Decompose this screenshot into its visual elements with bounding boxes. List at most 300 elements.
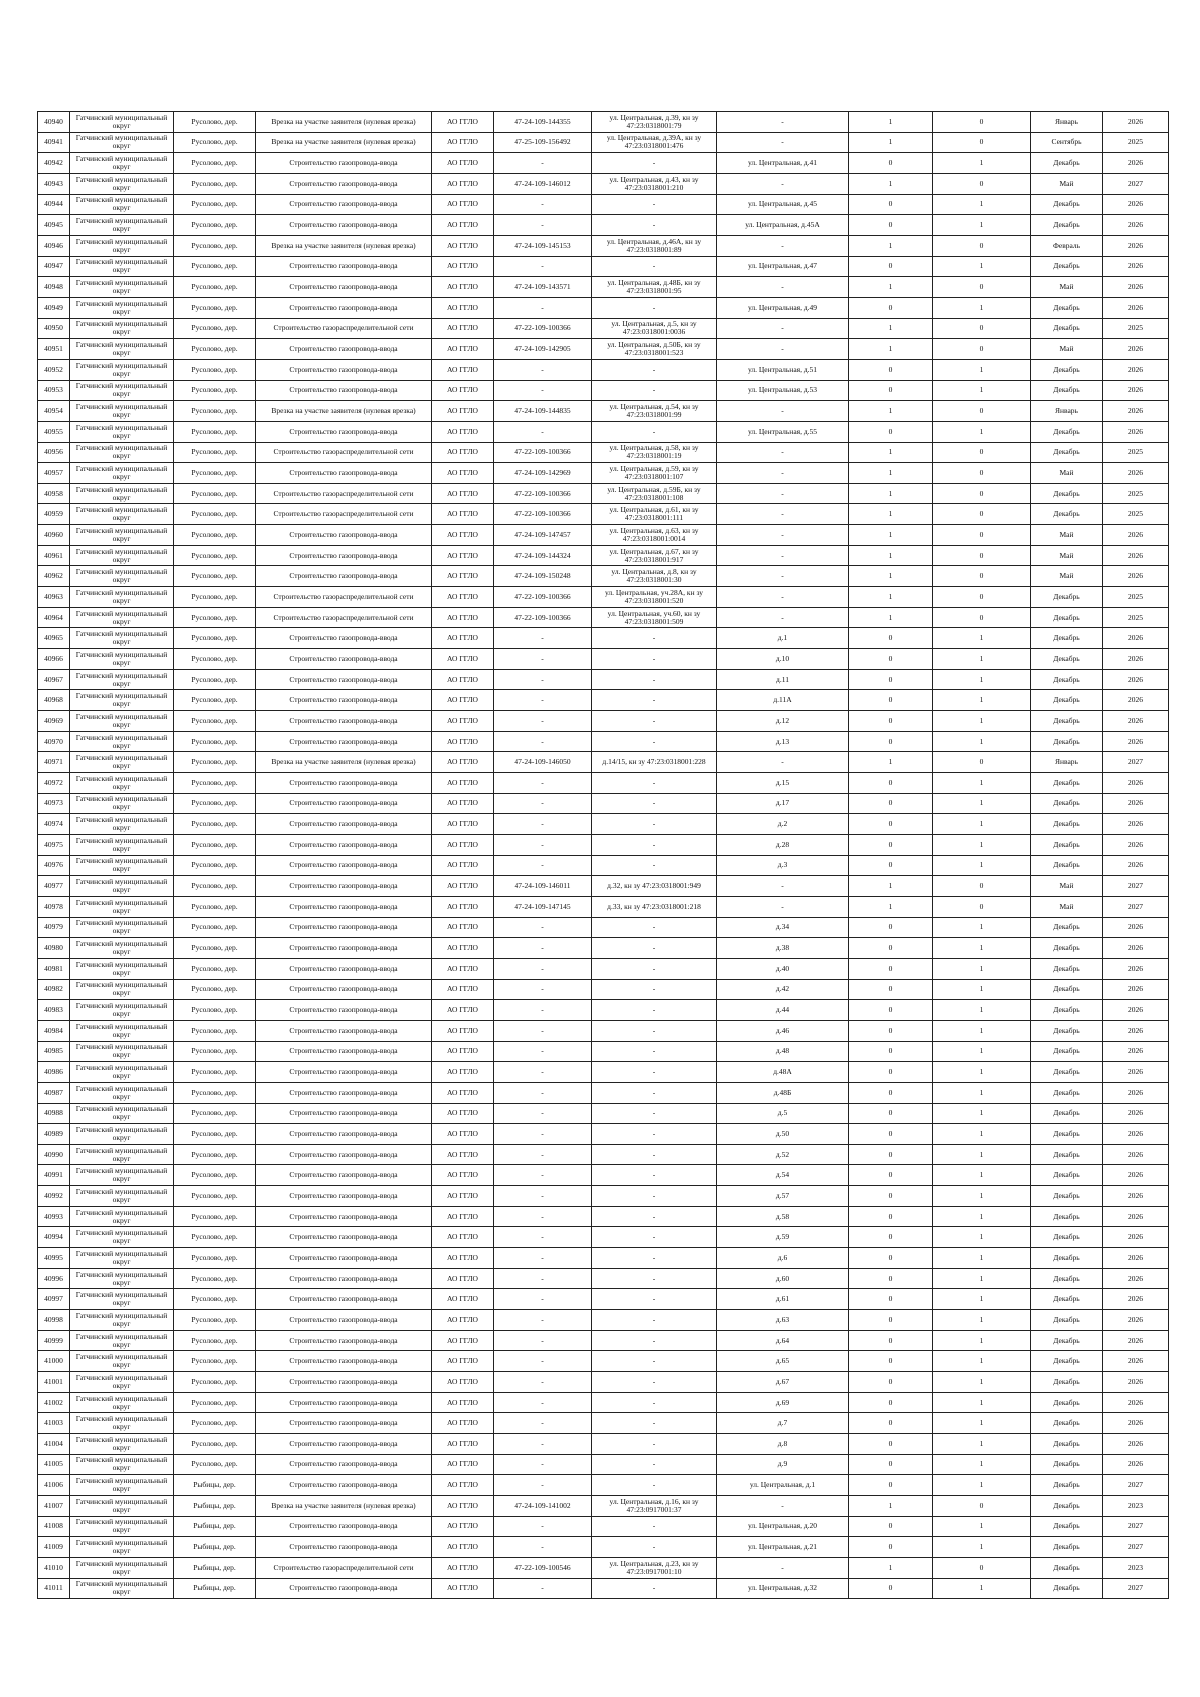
table-row (38, 1103, 1169, 1124)
cell-district: Гатчинский муниципальный округ (70, 215, 174, 236)
cell-application-number: 47-24-109-141002 (494, 1495, 592, 1516)
cell-work-type: Строительство газопровода-ввода (256, 649, 432, 670)
table-row (38, 359, 1169, 380)
table-row (38, 1434, 1169, 1455)
cell-count-a: 0 (849, 1082, 933, 1103)
cell-work-type: Строительство газопровода-ввода (256, 153, 432, 174)
cell-address-cadastral: - (592, 1186, 717, 1207)
cell-address-cadastral: - (592, 773, 717, 794)
cell-row-number: 40999 (38, 1330, 70, 1351)
cell-application-number: - (494, 1103, 592, 1124)
cell-district: Гатчинский муниципальный округ (70, 1227, 174, 1248)
table-row (38, 132, 1169, 153)
cell-year: 2026 (1103, 1372, 1169, 1393)
cell-count-a: 0 (849, 1475, 933, 1496)
cell-application-number: 47-22-109-100366 (494, 607, 592, 628)
cell-count-a: 0 (849, 1103, 933, 1124)
cell-application-number: - (494, 917, 592, 938)
cell-address: д.48А (717, 1062, 849, 1083)
cell-row-number: 40981 (38, 958, 70, 979)
cell-organization: АО ГГЛО (432, 256, 494, 277)
cell-count-b: 1 (933, 297, 1031, 318)
cell-settlement: Русолово, дер. (174, 463, 256, 484)
cell-address: д.15 (717, 773, 849, 794)
cell-address: - (717, 318, 849, 339)
cell-settlement: Русолово, дер. (174, 545, 256, 566)
cell-settlement: Русолово, дер. (174, 731, 256, 752)
cell-count-b: 1 (933, 1082, 1031, 1103)
table-row (38, 380, 1169, 401)
cell-count-a: 0 (849, 1144, 933, 1165)
cell-address: д.54 (717, 1165, 849, 1186)
cell-year: 2026 (1103, 1454, 1169, 1475)
cell-settlement: Русолово, дер. (174, 1082, 256, 1103)
cell-month: Декабрь (1031, 297, 1103, 318)
cell-settlement: Русолово, дер. (174, 1372, 256, 1393)
cell-row-number: 41004 (38, 1434, 70, 1455)
cell-work-type: Строительство газопровода-ввода (256, 1578, 432, 1599)
cell-count-b: 1 (933, 1165, 1031, 1186)
cell-organization: АО ГГЛО (432, 628, 494, 649)
cell-organization: АО ГГЛО (432, 876, 494, 897)
cell-count-a: 0 (849, 711, 933, 732)
cell-month: Декабрь (1031, 793, 1103, 814)
cell-work-type: Строительство газопровода-ввода (256, 1413, 432, 1434)
cell-year: 2026 (1103, 814, 1169, 835)
table-row (38, 1557, 1169, 1578)
cell-organization: АО ГГЛО (432, 318, 494, 339)
cell-application-number: - (494, 958, 592, 979)
cell-work-type: Строительство газопровода-ввода (256, 814, 432, 835)
cell-month: Декабрь (1031, 1144, 1103, 1165)
cell-address-cadastral: - (592, 1392, 717, 1413)
cell-settlement: Русолово, дер. (174, 235, 256, 256)
cell-count-a: 0 (849, 380, 933, 401)
cell-address-cadastral: - (592, 297, 717, 318)
cell-year: 2026 (1103, 421, 1169, 442)
cell-row-number: 40948 (38, 277, 70, 298)
table-row (38, 1413, 1169, 1434)
cell-work-type: Строительство газопровода-ввода (256, 1537, 432, 1558)
cell-address: - (717, 112, 849, 133)
cell-count-a: 0 (849, 1330, 933, 1351)
cell-row-number: 41011 (38, 1578, 70, 1599)
cell-settlement: Русолово, дер. (174, 1144, 256, 1165)
cell-organization: АО ГГЛО (432, 173, 494, 194)
table-row (38, 463, 1169, 484)
cell-address: д.3 (717, 855, 849, 876)
cell-count-a: 0 (849, 1351, 933, 1372)
cell-month: Декабрь (1031, 690, 1103, 711)
cell-address: - (717, 442, 849, 463)
cell-application-number: - (494, 1537, 592, 1558)
cell-count-b: 0 (933, 896, 1031, 917)
cell-count-a: 0 (849, 669, 933, 690)
cell-month: Декабрь (1031, 359, 1103, 380)
cell-settlement: Русолово, дер. (174, 215, 256, 236)
cell-count-a: 0 (849, 1413, 933, 1434)
cell-district: Гатчинский муниципальный округ (70, 1310, 174, 1331)
table-row (38, 545, 1169, 566)
table-row (38, 938, 1169, 959)
cell-row-number: 40978 (38, 896, 70, 917)
cell-application-number: 47-24-109-142905 (494, 339, 592, 360)
cell-work-type: Строительство газопровода-ввода (256, 525, 432, 546)
cell-application-number: - (494, 814, 592, 835)
cell-count-a: 0 (849, 1289, 933, 1310)
cell-application-number: - (494, 380, 592, 401)
cell-organization: АО ГГЛО (432, 359, 494, 380)
cell-settlement: Русолово, дер. (174, 649, 256, 670)
cell-district: Гатчинский муниципальный округ (70, 483, 174, 504)
cell-count-b: 0 (933, 132, 1031, 153)
cell-address-cadastral: - (592, 1227, 717, 1248)
cell-row-number: 40946 (38, 235, 70, 256)
cell-settlement: Русолово, дер. (174, 132, 256, 153)
cell-count-b: 1 (933, 834, 1031, 855)
cell-year: 2026 (1103, 1434, 1169, 1455)
cell-district: Гатчинский муниципальный округ (70, 235, 174, 256)
table-row (38, 1206, 1169, 1227)
cell-work-type: Строительство газопровода-ввода (256, 463, 432, 484)
cell-address-cadastral: ул. Центральная, уч.28А, кн зу 47:23:0318001:520 (592, 587, 717, 608)
cell-address-cadastral: - (592, 215, 717, 236)
cell-district: Гатчинский муниципальный округ (70, 834, 174, 855)
cell-work-type: Строительство газопровода-ввода (256, 669, 432, 690)
cell-month: Декабрь (1031, 1454, 1103, 1475)
cell-address-cadastral: - (592, 814, 717, 835)
cell-address-cadastral: ул. Центральная, д.16, кн зу 47:23:0917001:37 (592, 1495, 717, 1516)
cell-row-number: 40996 (38, 1268, 70, 1289)
cell-application-number: - (494, 690, 592, 711)
table-row (38, 1062, 1169, 1083)
cell-count-a: 0 (849, 628, 933, 649)
table-row (38, 979, 1169, 1000)
table-row (38, 566, 1169, 587)
cell-application-number: 47-24-109-150248 (494, 566, 592, 587)
cell-district: Гатчинский муниципальный округ (70, 1206, 174, 1227)
cell-work-type: Строительство газопровода-ввода (256, 793, 432, 814)
cell-count-a: 0 (849, 1372, 933, 1393)
cell-address: д.38 (717, 938, 849, 959)
cell-count-b: 1 (933, 649, 1031, 670)
cell-month: Декабрь (1031, 1186, 1103, 1207)
cell-application-number: - (494, 1392, 592, 1413)
cell-district: Гатчинский муниципальный округ (70, 979, 174, 1000)
cell-work-type: Строительство газопровода-ввода (256, 1206, 432, 1227)
cell-year: 2026 (1103, 1248, 1169, 1269)
cell-district: Гатчинский муниципальный округ (70, 731, 174, 752)
cell-settlement: Русолово, дер. (174, 297, 256, 318)
cell-organization: АО ГГЛО (432, 235, 494, 256)
cell-district: Гатчинский муниципальный округ (70, 814, 174, 835)
cell-work-type: Строительство газораспределительной сети (256, 607, 432, 628)
cell-address-cadastral: - (592, 1310, 717, 1331)
cell-year: 2026 (1103, 545, 1169, 566)
cell-address-cadastral: - (592, 1165, 717, 1186)
cell-work-type: Строительство газопровода-ввода (256, 1186, 432, 1207)
cell-year: 2026 (1103, 525, 1169, 546)
table-row (38, 277, 1169, 298)
cell-year: 2026 (1103, 1020, 1169, 1041)
cell-address: д.59 (717, 1227, 849, 1248)
cell-year: 2026 (1103, 1392, 1169, 1413)
cell-district: Гатчинский муниципальный округ (70, 401, 174, 422)
cell-address-cadastral: - (592, 628, 717, 649)
cell-month: Декабрь (1031, 1206, 1103, 1227)
cell-settlement: Русолово, дер. (174, 855, 256, 876)
cell-row-number: 40970 (38, 731, 70, 752)
cell-work-type: Строительство газопровода-ввода (256, 628, 432, 649)
cell-organization: АО ГГЛО (432, 958, 494, 979)
cell-row-number: 40941 (38, 132, 70, 153)
table-row (38, 1020, 1169, 1041)
cell-year: 2027 (1103, 1516, 1169, 1537)
cell-application-number: - (494, 1248, 592, 1269)
cell-address-cadastral: ул. Центральная, д.5, кн зу 47:23:0318001:0036 (592, 318, 717, 339)
cell-work-type: Строительство газопровода-ввода (256, 215, 432, 236)
table-row (38, 1392, 1169, 1413)
cell-organization: АО ГГЛО (432, 711, 494, 732)
cell-settlement: Русолово, дер. (174, 318, 256, 339)
cell-organization: АО ГГЛО (432, 587, 494, 608)
cell-address-cadastral: ул. Центральная, д.58, кн зу 47:23:0318001:19 (592, 442, 717, 463)
cell-row-number: 40971 (38, 752, 70, 773)
cell-address: д.64 (717, 1330, 849, 1351)
cell-count-b: 0 (933, 545, 1031, 566)
table-row (38, 917, 1169, 938)
cell-district: Гатчинский муниципальный округ (70, 793, 174, 814)
cell-row-number: 41006 (38, 1475, 70, 1496)
cell-address-cadastral: - (592, 1041, 717, 1062)
cell-count-a: 0 (849, 1206, 933, 1227)
cell-address: ул. Центральная, д.32 (717, 1578, 849, 1599)
table-row (38, 1124, 1169, 1145)
cell-count-a: 0 (849, 855, 933, 876)
cell-organization: АО ГГЛО (432, 1103, 494, 1124)
cell-row-number: 40943 (38, 173, 70, 194)
cell-organization: АО ГГЛО (432, 215, 494, 236)
cell-count-a: 1 (849, 132, 933, 153)
cell-settlement: Русолово, дер. (174, 1268, 256, 1289)
cell-settlement: Русолово, дер. (174, 1248, 256, 1269)
cell-district: Гатчинский муниципальный округ (70, 297, 174, 318)
cell-organization: АО ГГЛО (432, 277, 494, 298)
cell-count-a: 1 (849, 504, 933, 525)
cell-count-a: 1 (849, 401, 933, 422)
cell-count-a: 0 (849, 1186, 933, 1207)
cell-row-number: 40945 (38, 215, 70, 236)
cell-year: 2026 (1103, 380, 1169, 401)
cell-organization: АО ГГЛО (432, 669, 494, 690)
cell-application-number: 47-25-109-156492 (494, 132, 592, 153)
cell-address: - (717, 401, 849, 422)
cell-organization: АО ГГЛО (432, 421, 494, 442)
table-row (38, 1372, 1169, 1393)
cell-count-b: 0 (933, 607, 1031, 628)
cell-count-b: 1 (933, 1413, 1031, 1434)
cell-row-number: 40997 (38, 1289, 70, 1310)
cell-count-b: 0 (933, 112, 1031, 133)
cell-application-number: 47-24-109-147457 (494, 525, 592, 546)
cell-application-number: - (494, 1268, 592, 1289)
cell-organization: АО ГГЛО (432, 1020, 494, 1041)
cell-count-a: 0 (849, 359, 933, 380)
cell-district: Гатчинский муниципальный округ (70, 958, 174, 979)
cell-year: 2026 (1103, 1186, 1169, 1207)
cell-settlement: Русолово, дер. (174, 752, 256, 773)
cell-month: Декабрь (1031, 483, 1103, 504)
cell-count-b: 0 (933, 483, 1031, 504)
cell-month: Май (1031, 876, 1103, 897)
cell-application-number: - (494, 1454, 592, 1475)
cell-count-a: 0 (849, 1165, 933, 1186)
cell-year: 2026 (1103, 1165, 1169, 1186)
table-row (38, 834, 1169, 855)
cell-address: д.44 (717, 1000, 849, 1021)
cell-address: д.17 (717, 793, 849, 814)
table-row (38, 1268, 1169, 1289)
cell-month: Декабрь (1031, 1392, 1103, 1413)
cell-row-number: 40968 (38, 690, 70, 711)
cell-row-number: 40993 (38, 1206, 70, 1227)
cell-work-type: Строительство газопровода-ввода (256, 896, 432, 917)
cell-application-number: - (494, 1144, 592, 1165)
cell-district: Гатчинский муниципальный округ (70, 1124, 174, 1145)
cell-district: Гатчинский муниципальный округ (70, 752, 174, 773)
document-page (37, 111, 1168, 1599)
cell-row-number: 40974 (38, 814, 70, 835)
table-row (38, 587, 1169, 608)
cell-count-b: 1 (933, 1124, 1031, 1145)
cell-count-b: 0 (933, 442, 1031, 463)
cell-count-b: 0 (933, 587, 1031, 608)
cell-organization: АО ГГЛО (432, 1227, 494, 1248)
cell-month: Декабрь (1031, 215, 1103, 236)
cell-address: - (717, 277, 849, 298)
cell-count-b: 1 (933, 359, 1031, 380)
cell-count-a: 1 (849, 1495, 933, 1516)
cell-month: Декабрь (1031, 1495, 1103, 1516)
cell-settlement: Русолово, дер. (174, 380, 256, 401)
cell-count-a: 0 (849, 1454, 933, 1475)
cell-address: д.1 (717, 628, 849, 649)
cell-address: д.42 (717, 979, 849, 1000)
cell-organization: АО ГГЛО (432, 380, 494, 401)
cell-row-number: 40980 (38, 938, 70, 959)
cell-settlement: Русолово, дер. (174, 1434, 256, 1455)
cell-organization: АО ГГЛО (432, 545, 494, 566)
cell-count-b: 1 (933, 1144, 1031, 1165)
cell-district: Гатчинский муниципальный округ (70, 1351, 174, 1372)
cell-district: Гатчинский муниципальный округ (70, 1537, 174, 1558)
cell-application-number: 47-24-109-143571 (494, 277, 592, 298)
table-row (38, 607, 1169, 628)
cell-count-b: 1 (933, 731, 1031, 752)
cell-address-cadastral: - (592, 1103, 717, 1124)
cell-month: Декабрь (1031, 1248, 1103, 1269)
cell-settlement: Русолово, дер. (174, 1020, 256, 1041)
cell-address: д.48Б (717, 1082, 849, 1103)
cell-application-number: - (494, 1124, 592, 1145)
cell-address-cadastral: - (592, 1124, 717, 1145)
cell-work-type: Строительство газопровода-ввода (256, 277, 432, 298)
table-row (38, 194, 1169, 215)
cell-application-number: - (494, 834, 592, 855)
cell-count-b: 1 (933, 1206, 1031, 1227)
cell-address-cadastral: - (592, 731, 717, 752)
cell-address-cadastral: - (592, 711, 717, 732)
cell-year: 2026 (1103, 1310, 1169, 1331)
cell-work-type: Врезка на участке заявителя (нулевая врезка) (256, 1495, 432, 1516)
cell-address: д.40 (717, 958, 849, 979)
cell-address: д.7 (717, 1413, 849, 1434)
cell-row-number: 40960 (38, 525, 70, 546)
cell-work-type: Строительство газопровода-ввода (256, 690, 432, 711)
cell-count-a: 0 (849, 1537, 933, 1558)
cell-count-a: 1 (849, 235, 933, 256)
cell-district: Гатчинский муниципальный округ (70, 1268, 174, 1289)
cell-year: 2026 (1103, 1103, 1169, 1124)
cell-organization: АО ГГЛО (432, 566, 494, 587)
cell-address-cadastral: - (592, 1330, 717, 1351)
cell-organization: АО ГГЛО (432, 1082, 494, 1103)
cell-district: Гатчинский муниципальный округ (70, 917, 174, 938)
cell-address: - (717, 587, 849, 608)
cell-work-type: Врезка на участке заявителя (нулевая врезка) (256, 112, 432, 133)
cell-address: - (717, 483, 849, 504)
cell-address: ул. Центральная, д.41 (717, 153, 849, 174)
cell-organization: АО ГГЛО (432, 752, 494, 773)
cell-month: Май (1031, 545, 1103, 566)
cell-year: 2026 (1103, 834, 1169, 855)
cell-organization: АО ГГЛО (432, 1268, 494, 1289)
table-body (38, 112, 1169, 1599)
cell-address: ул. Центральная, д.45А (717, 215, 849, 236)
cell-application-number: - (494, 421, 592, 442)
cell-settlement: Русолово, дер. (174, 1351, 256, 1372)
cell-address: ул. Центральная, д.51 (717, 359, 849, 380)
cell-district: Гатчинский муниципальный округ (70, 463, 174, 484)
cell-address-cadastral: - (592, 380, 717, 401)
cell-count-a: 0 (849, 194, 933, 215)
table-row (38, 153, 1169, 174)
cell-settlement: Русолово, дер. (174, 1000, 256, 1021)
cell-settlement: Русолово, дер. (174, 1454, 256, 1475)
cell-organization: АО ГГЛО (432, 463, 494, 484)
cell-address-cadastral: ул. Центральная, д.59, кн зу 47:23:0318001:107 (592, 463, 717, 484)
cell-application-number: - (494, 628, 592, 649)
table-row (38, 1537, 1169, 1558)
cell-application-number: - (494, 649, 592, 670)
cell-work-type: Строительство газопровода-ввода (256, 545, 432, 566)
cell-address-cadastral: - (592, 1578, 717, 1599)
cell-address: ул. Центральная, д.21 (717, 1537, 849, 1558)
cell-work-type: Врезка на участке заявителя (нулевая врезка) (256, 235, 432, 256)
cell-month: Май (1031, 566, 1103, 587)
cell-count-a: 0 (849, 1578, 933, 1599)
cell-count-a: 0 (849, 421, 933, 442)
table-row (38, 1495, 1169, 1516)
cell-year: 2026 (1103, 566, 1169, 587)
cell-count-a: 0 (849, 1041, 933, 1062)
cell-organization: АО ГГЛО (432, 938, 494, 959)
table-row (38, 1578, 1169, 1599)
cell-work-type: Строительство газопровода-ввода (256, 1516, 432, 1537)
cell-year: 2026 (1103, 1351, 1169, 1372)
cell-row-number: 40984 (38, 1020, 70, 1041)
cell-organization: АО ГГЛО (432, 1578, 494, 1599)
